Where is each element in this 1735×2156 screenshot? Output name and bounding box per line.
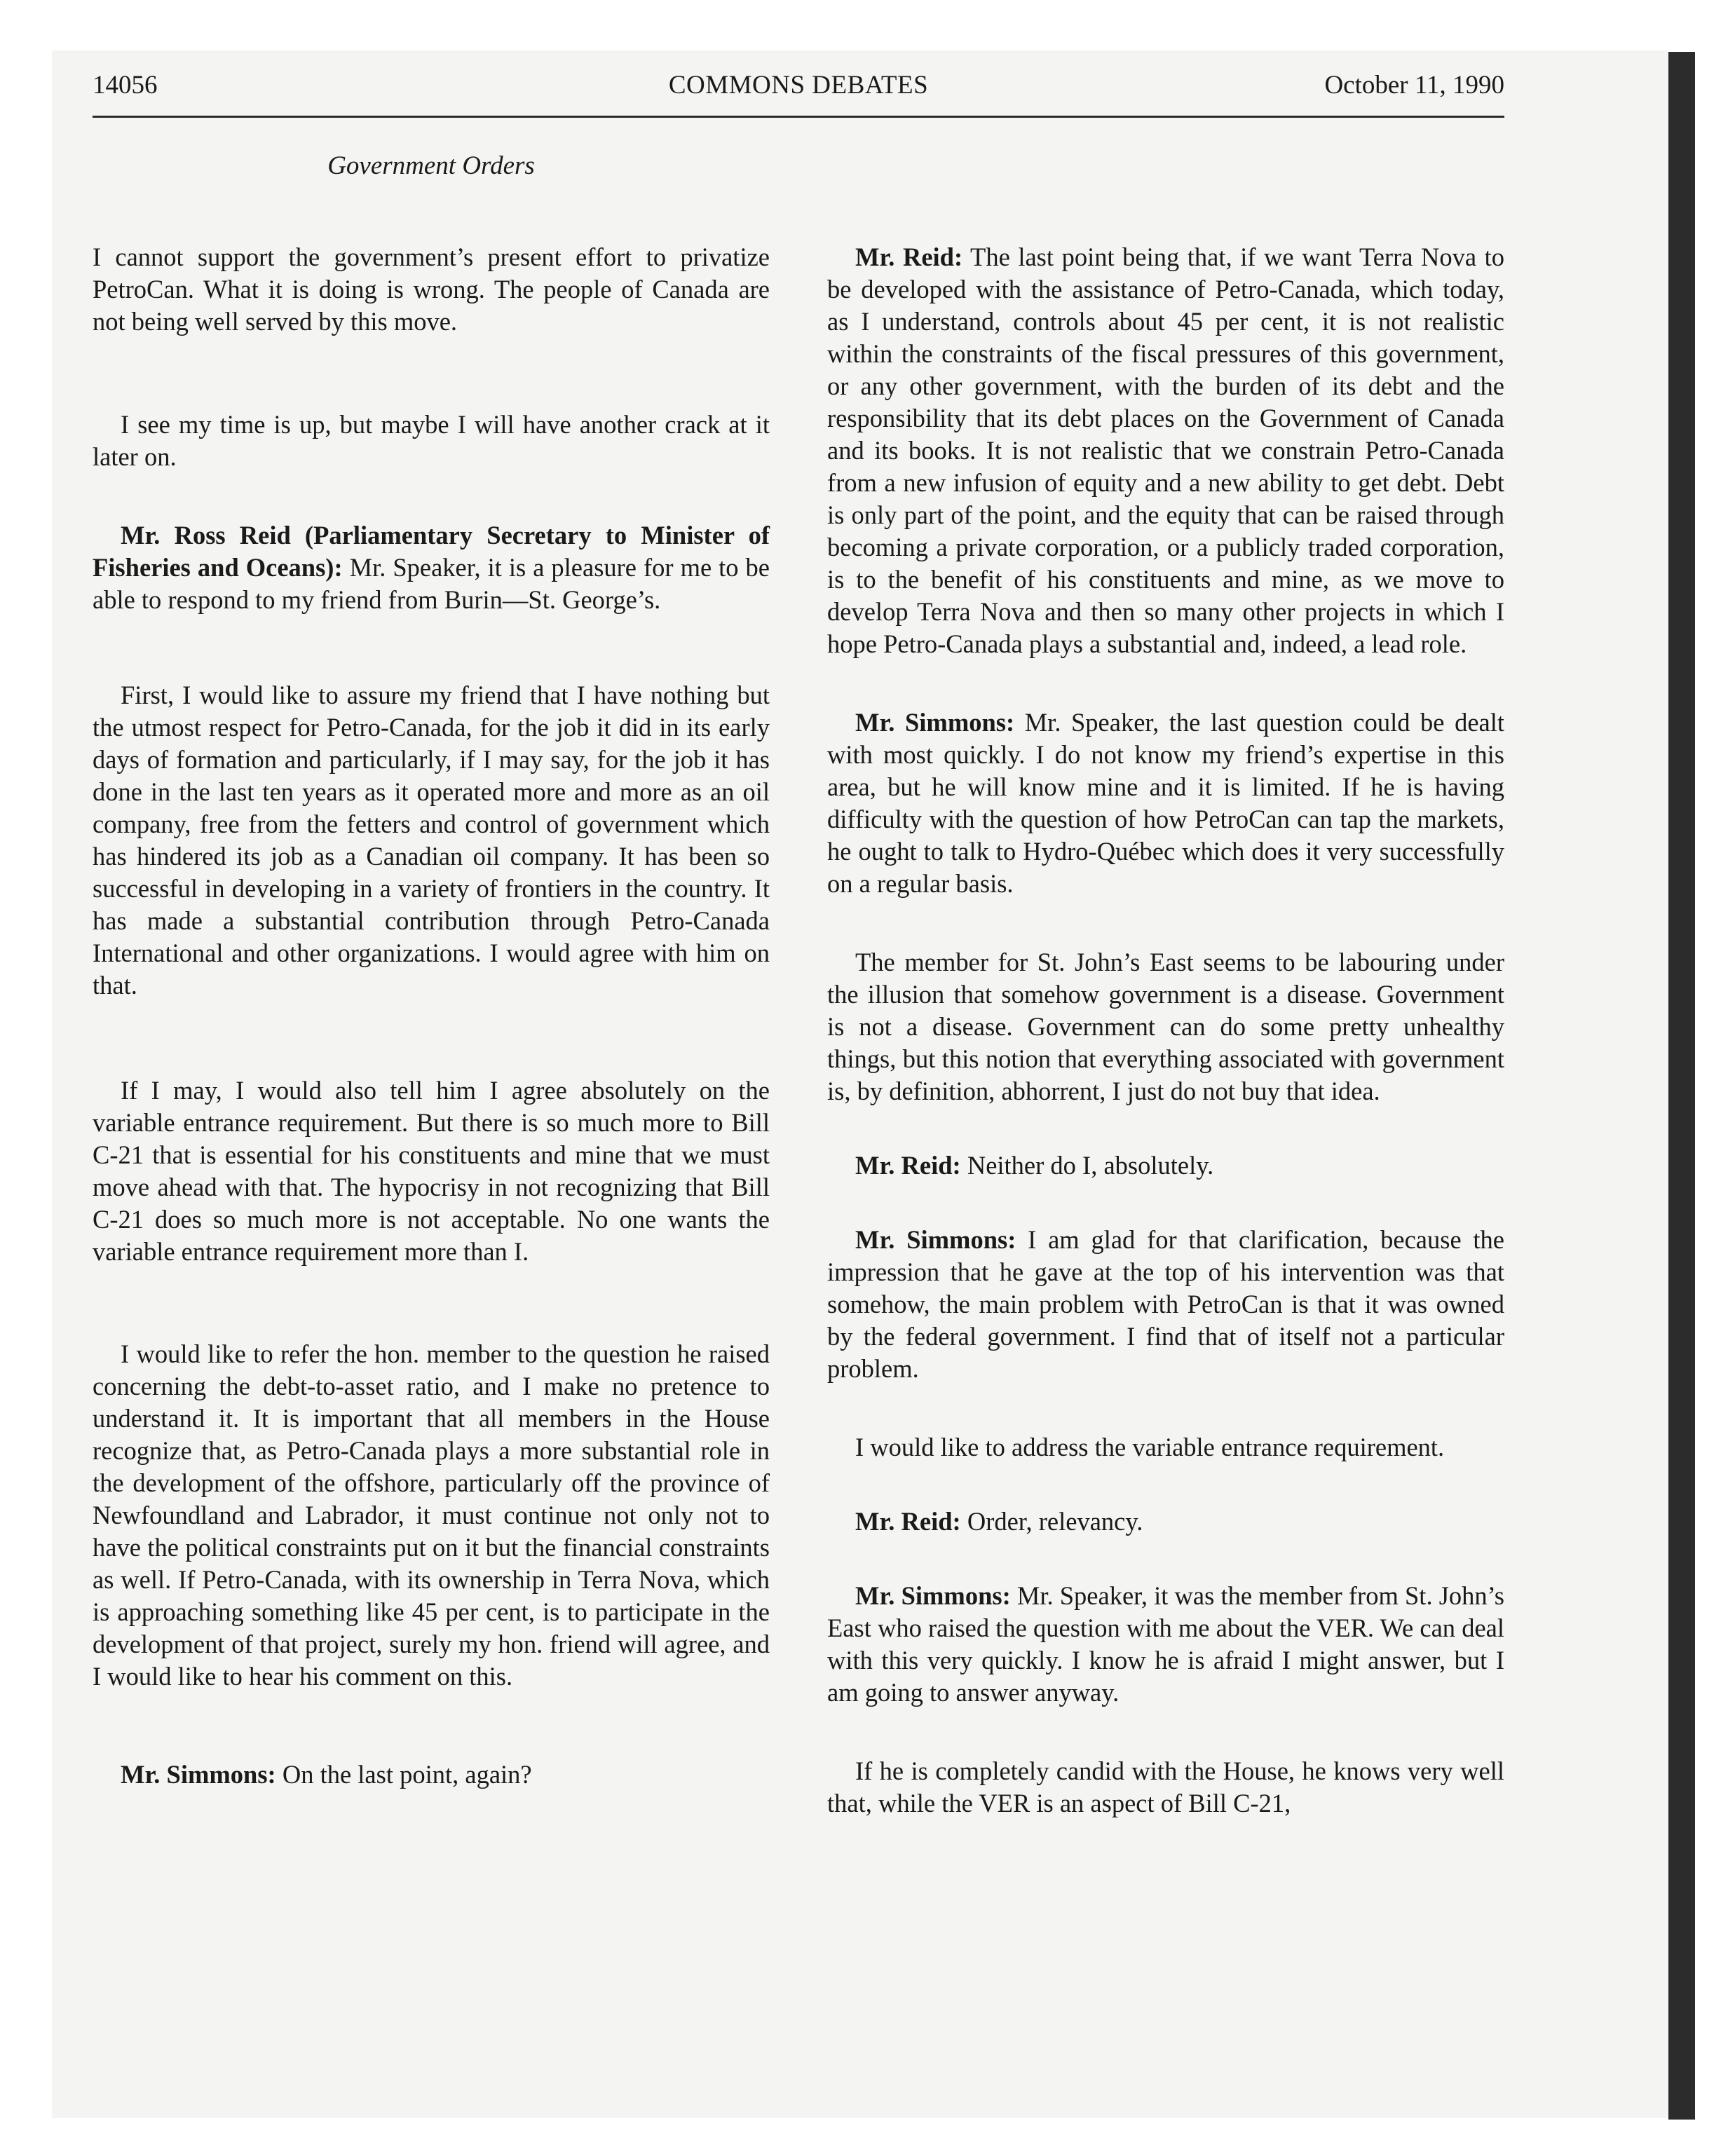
paragraph-text: Mr. Speaker, the last question could be dealt with most quickly. I do not know my friend’s expertise in this area, but he will know mine and it is limited. If he is having difficulty with the question of how PetroCan can tap the markets, he ought to talk to Hydro-Québec which does it very successfully on a regular basis. [827,708,1504,898]
paragraph-text: On the last point, again? [282,1760,532,1789]
paragraph [827,241,1504,660]
speaker-name: Mr. Reid: [855,1151,961,1180]
paragraph-text: The member for St. John’s East seems to be labouring under the illusion that somehow government is a disease. Government is not a disease. Government can do some pretty unhealthy things, but this notion that everything associated with government is, by definition, abhorrent, I just do not buy that idea. [827,948,1504,1105]
speaker-name: Mr. Reid: [855,243,963,271]
page-number: 14056 [93,71,158,100]
left-column [93,203,770,1791]
paragraph-text: The last point being that, if we want Terra Nova to be developed with the assistance of Petro-Canada, which today, as I understand, controls about 45 per cent, it is not realistic within the constraints of the fiscal pressures of this government, or any other government, with the burden of its debt and the responsibility that its debt places on the Government of Canada and its books. It is not realistic that we constrain Petro-Canada from a new infusion of equity and a new ability to get debt. Debt is only part of the point, and the equity that can be raised through becoming a private corporation, or a publicly traded corporation, is to the benefit of his constituents and mine, as we move to develop Terra Nova and then so many other projects in which I hope Petro-Canada plays a substantial and, indeed, a lead role. [827,243,1504,658]
paragraph [827,946,1504,1107]
paragraph-text: Mr. Speaker, it was the member from St. John’s East who raised the question with me about the VER. We can deal with this very quickly. I know he is afraid I might answer, but I am going to answer anyway. [827,1581,1505,1707]
paragraph [827,1580,1504,1709]
paragraph [93,519,770,616]
publication-title: COMMONS DEBATES [668,71,929,100]
paragraph-text: If he is completely candid with the House, he knows very well that, while the VER is an aspect of Bill C-21, [827,1756,1504,1817]
paragraph-text: I am glad for that clarification, because the impression that he gave at the top of his intervention was that somehow, the main problem with PetroCan is that it was owned by the federal government. I find that of itself not a particular problem. [827,1225,1505,1383]
paragraph [93,679,770,1002]
paragraph-text: I would like to address the variable entrance requirement. [855,1433,1445,1461]
speaker-name: Mr. Simmons: [855,1225,1016,1254]
running-header [93,70,1504,105]
speaker-name: Mr. Simmons: [121,1760,276,1789]
paragraph [93,241,770,338]
paragraph-text: Mr. Speaker, it is a pleasure for me to be able to respond to my friend from Burin—St. George’s. [93,553,770,614]
paragraph-text: First, I would like to assure my friend that I have nothing but the utmost respect for Petro-Canada, for the job it did in its early days of formation and particularly, if I may say, for the job it has done in the last ten years as it operated more and more as an oil company, free from the fetters and control of government which has hindered its job as a Canadian oil company. It has been so successful in developing in a variety of frontiers in the country. It has made a substantial contribution through Petro-Canada International and other organizations. I would agree with him on that. [93,681,770,999]
paragraph [93,1338,770,1693]
paragraph [827,1224,1504,1385]
speaker-name: Mr. Simmons: [855,708,1015,737]
speaker-name: Mr. Reid: [855,1507,961,1536]
paragraph [93,1759,770,1791]
paragraph [827,1149,1504,1182]
paragraph-text: Order, relevancy. [967,1507,1143,1536]
paragraph-text: If I may, I would also tell him I agree absolutely on the variable entrance requirement. But there is so much more to Bill C-21 that is essential for his constituents and mine that we must move ahead with that. The hypocrisy in not recognizing that Bill C-21 does so much more is not acceptable. No one wants the variable entrance requirement more than I. [93,1076,770,1266]
header-rule [93,116,1504,118]
issue-date: October 11, 1990 [1324,71,1504,100]
scan-dark-edge [1668,52,1695,2120]
speaker-name: Mr. Ross Reid (Parliamentary Secretary to Minister of Fisheries and Oceans): [93,521,770,582]
paragraph-text: I cannot support the government’s present effort to privatize PetroCan. What it is doing is wrong. The people of Canada are not being well served by this move. [93,243,770,336]
paragraph [93,409,770,473]
right-column [827,203,1504,1820]
paragraph [827,1431,1504,1464]
paragraph-text: I would like to refer the hon. member to the question he raised concerning the debt-to-asset ratio, and I make no pretence to understand it. It is important that all members in the House recognize that, as Petro-Canada plays a more substantial role in the development of the offshore, particularly off the province of Newfoundland and Labrador, it must continue not only not to have the political constraints put on it but the financial constraints as well. If Petro-Canada, with its ownership in Terra Nova, which is approaching something like 45 per cent, is to participate in the development of that project, surely my hon. friend will agree, and I would like to hear his comment on this. [93,1339,770,1691]
paragraph [827,1755,1504,1820]
speaker-name: Mr. Simmons: [855,1581,1011,1610]
paragraph-text: Neither do I, absolutely. [967,1151,1214,1180]
paragraph [827,1506,1504,1538]
paragraph [93,1074,770,1268]
paragraph-text: I see my time is up, but maybe I will have another crack at it later on. [93,410,770,471]
section-title: Government Orders [327,151,535,180]
paragraph [827,707,1504,900]
